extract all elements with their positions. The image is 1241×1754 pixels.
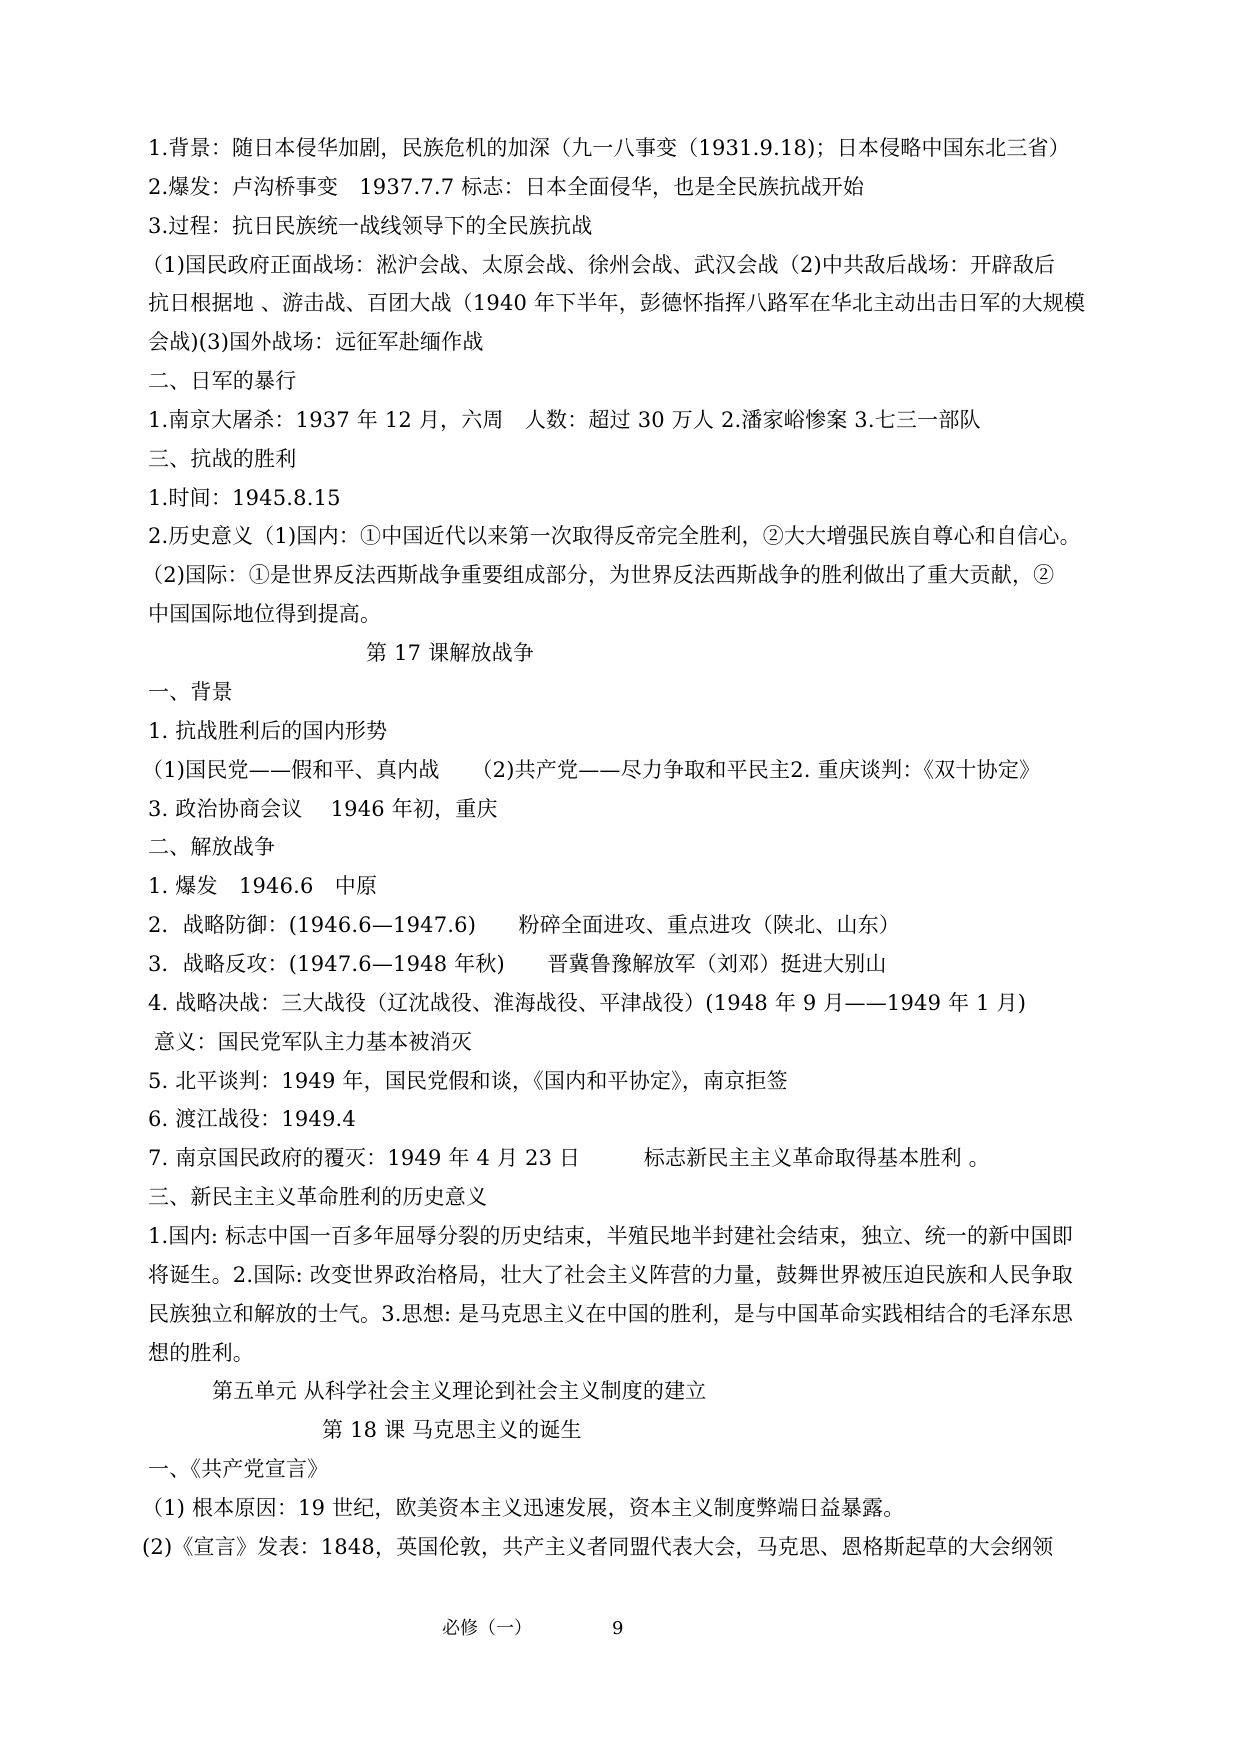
text-line: 1.时间：1945.8.15 (148, 486, 341, 510)
unit-title: 第五单元 从科学社会主义理论到社会主义制度的建立 (212, 1379, 707, 1403)
text-line: 4. 战略决战：三大战役（辽沈战役、淮海战役、平津战役）(1948 年 9 月——1949 年 1 月) (148, 991, 1027, 1015)
text-line: 将诞生。2.国际: 改变世界政治格局，壮大了社会主义阵营的力量，鼓舞世界被压迫民族和人民争取 (148, 1263, 1073, 1287)
text-line: 1.背景：随日本侵华加剧，民族危机的加深（九一八事变（1931.9.18)；日本侵略中国东北三省） (148, 136, 1070, 160)
text-line: 1.国内: 标志中国一百多年屈辱分裂的历史结束，半殖民地半封建社会结束，独立、统一的新中国即 (148, 1224, 1073, 1248)
section-heading: 一、背景 (148, 680, 233, 704)
page-number: 9 (612, 1618, 624, 1639)
text-line: 2．战略防御：(1946.6—1947.6) 粉碎全面进攻、重点进攻（陕北、山东） (148, 913, 901, 937)
text-line: 3. 政治协商会议 1946 年初，重庆 (148, 797, 498, 821)
text-line: 1. 爆发 1946.6 中原 (148, 874, 378, 898)
text-line: 民族独立和解放的士气。3.思想: 是马克思主义在中国的胜利，是与中国革命实践相结合的毛泽东思 (148, 1302, 1073, 1326)
text-line: （1)国民党——假和平、真内战 （2)共产党——尽力争取和平民主2. 重庆谈判：《双十协定》 (142, 758, 1041, 782)
text-line: 5. 北平谈判：1949 年，国民党假和谈，《国内和平协定》，南京拒签 (148, 1069, 788, 1093)
section-heading: 三、抗战的胜利 (148, 447, 297, 471)
lesson-title: 第 18 课 马克思主义的诞生 (322, 1418, 582, 1442)
section-heading: 一、《共产党宣言》 (148, 1457, 329, 1481)
text-line: 6. 渡江战役：1949.4 (148, 1107, 356, 1131)
text-line: 3.过程：抗日民族统一战线领导下的全民族抗战 (148, 214, 593, 238)
text-line: 1. 抗战胜利后的国内形势 (148, 719, 388, 743)
section-heading: 二、日军的暴行 (148, 369, 297, 393)
footer-label: 必修（一） (442, 1618, 532, 1639)
text-line: 3．战略反攻：(1947.6—1948 年秋) 晋冀鲁豫解放军（刘邓）挺进大别山 (148, 952, 887, 976)
text-line: 想的胜利。 (148, 1341, 254, 1365)
text-line: 意义：国民党军队主力基本被消灭 (154, 1030, 472, 1054)
text-line: 1.南京大屠杀：1937 年 12 月，六周 人数：超过 30 万人 2.潘家峪惨案 3.七三一部队 (148, 408, 981, 432)
text-line: （1)国民政府正面战场：淞沪会战、太原会战、徐州会战、武汉会战（2)中共敌后战场：开辟敌后 (142, 253, 1056, 277)
text-line: 2.历史意义（1)国内：①中国近代以来第一次取得反帝完全胜利，②大大增强民族自尊心和自信心。 (148, 524, 1081, 548)
text-line: 抗日根据地 、游击战、百团大战（1940 年下半年，彭德怀指挥八路军在华北主动出击日军的大规模 (148, 291, 1086, 315)
text-line: （2)国际：①是世界反法西斯战争重要组成部分，为世界反法西斯战争的胜利做出了重大贡献，② (142, 563, 1055, 587)
text-line: 2.爆发：卢沟桥事变 1937.7.7 标志：日本全面侵华，也是全民族抗战开始 (148, 175, 865, 199)
text-line: 中国国际地位得到提高。 (148, 602, 382, 626)
text-line: 会战)(3)国外战场：远征军赴缅作战 (148, 330, 484, 354)
section-heading: 三、新民主主义革命胜利的历史意义 (148, 1185, 488, 1209)
section-heading: 二、解放战争 (148, 835, 276, 859)
text-line: 7. 南京国民政府的覆灭：1949 年 4 月 23 日 标志新民主主义革命取得基本胜利 。 (148, 1146, 990, 1170)
text-line: (2)《宣言》发表：1848，英国伦敦，共产主义者同盟代表大会，马克思、恩格斯起草的大会纲领 (142, 1535, 1054, 1559)
text-line: （1) 根本原因：19 世纪，欧美资本主义迅速发展，资本主义制度弊端日益暴露。 (142, 1496, 905, 1520)
lesson-title: 第 17 课解放战争 (366, 641, 535, 665)
